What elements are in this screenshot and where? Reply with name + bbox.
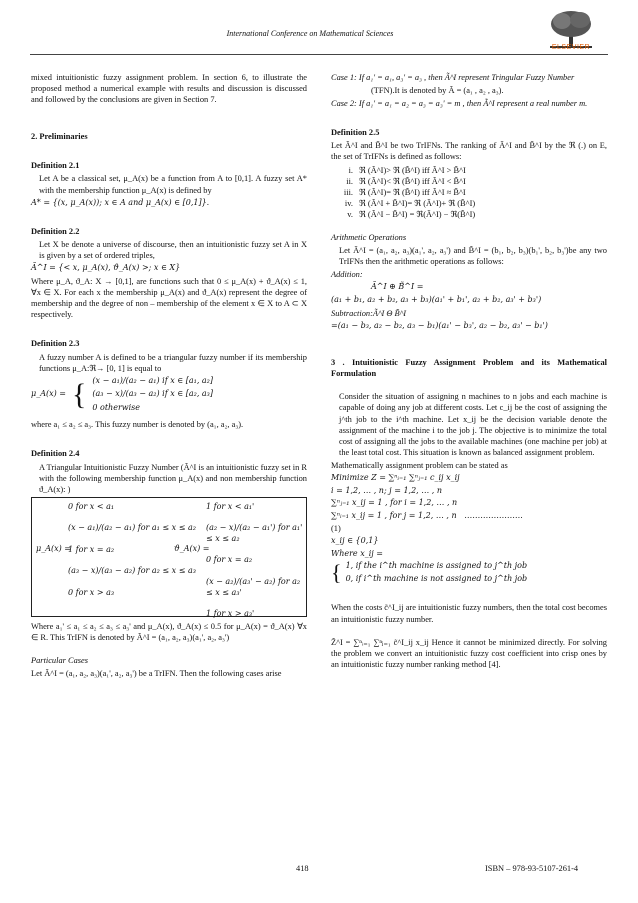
case-1: Case 1: If a₁' = a₁, a₃' = a₃ , then Ã^I represent Tringular Fuzzy Number xyxy=(331,73,575,82)
definition-2-2-where: Where μ_A, ϑ_A: X → [0,1], are functions such that 0 ≤ μ_A(x) + ϑ_A(x) ≤ 1, ∀x ∈ X. For each x the membership μ_A(x) and ϑ_A(x) represent the degree of membership and the degree of non – membership of the element x ∈ X to A ⊂ X respectively. xyxy=(31,277,307,320)
equation-leader-dots: …………………. xyxy=(464,510,523,520)
definition-2-1-title: Definition 2.1 xyxy=(31,161,80,171)
intro-paragraph: mixed intuitionistic fuzzy assignment problem. In section 6, to illustrate the proposed method a numerical example with results and discussion is discussed and followed by the conclusions are given in Section 7. xyxy=(31,73,307,105)
list-item: iii. ℜ (Ã^I)= ℜ (B̃^I) iff Ã^I ≈ B̃^I xyxy=(343,187,466,197)
list-item: i. ℜ (Ã^I)> ℜ (B̃^I) iff Ã^I > B̃^I xyxy=(348,165,466,175)
subtraction-title: Subtraction:Ã^I Θ B̃^I xyxy=(331,308,406,318)
definition-2-1-formula: A* = {(x, μ_A(x)); x ∈ A and μ_A(x) ∈ [0,1]}. xyxy=(31,197,210,207)
index-ranges: i = 1,2, … , n; j = 1,2, … , n xyxy=(331,485,443,495)
list-item: ii. ℜ (Ã^I)< ℜ (B̃^I) iff Ã^I < B̃^I xyxy=(346,176,466,186)
definition-2-3-where: where a₁ ≤ a₂ ≤ a₃. This fuzzy number is denoted by (a₁, a₂, a₃). xyxy=(31,420,244,430)
page-number: 418 xyxy=(296,864,309,873)
definition-2-1-text: Let A be a classical set, μ_A(x) be a function from A to [0,1]. A fuzzy set A* with the membership function μ_A(x) is defined by xyxy=(39,174,307,195)
particular-cases-title: Particular Cases xyxy=(31,655,88,665)
final-paragraph: Z̃^I = ∑ⁿᵢ₌₁ ∑ⁿⱼ₌₁ c̃^I_ij x_ij Hence it cannot be minimized directly. For solving the problem we convert an intuitionistic fuzzy cost coefficient into crisp ones by an intuitionistic fuzzy number ranking method [4]. xyxy=(331,637,607,669)
constraint-rows: ∑ⁿⱼ₌₁ x_ij = 1 , for i = 1,2, … , n xyxy=(331,498,458,508)
nu-rows: 1 for x < a₁' (a₂ − x)/(a₂ − a₁') for a₁' ≤ x ≤ a₂ 0 for x = a₂ (x − a₂)/(a₃' − a₂) for a₂ ≤ x ≤ a₃' 1 for x > a₃' xyxy=(206,501,303,619)
arithmetic-operations-title: Arithmetic Operations xyxy=(331,233,407,243)
definition-2-4-title: Definition 2.4 xyxy=(31,449,80,459)
subtraction-formula: =(a₁ − b₃, a₂ − b₂, a₃ − b₁)(a₁' − b₃', a₂ − b₂, a₃' − b₁') xyxy=(331,320,548,330)
list-item: v. ℜ (Ã^I − B̃^I) = ℜ(Ã^I) − ℜ(B̃^I) xyxy=(347,209,476,219)
publisher-logo-text: ELSEVIER xyxy=(551,44,591,51)
definition-2-4-where: Where a₁' ≤ a₁ ≤ a₂ ≤ a₃ ≤ a₃' and μ_A(x), ϑ_A(x) ≤ 0.5 for μ_A(x) = ϑ_A(x) ∀x ∈ R. This TrIFN is denoted by Ã^I = (a₁, a₂, a₃)(a₁', a₂, a₃') xyxy=(31,621,307,642)
addition-formula-lhs: Ã^I ⊕ B̃^I = xyxy=(371,282,424,292)
decision-variable-cases: { 1, if the i^th machine is assigned to j^th job 0, if i^th machine is not assigned to j^th job xyxy=(331,560,528,586)
membership-functions-box: μ_A(x) = 0 for x < a₁ (x − a₁)/(a₂ − a₁) for a₁ ≤ x ≤ a₂ 1 for x = a₂ (a₃ − x)/(a₃ − a₂) for a₂ ≤ x ≤ a₃ 0 for x > a₃ ϑ_A(x) = 1 for x < a₁' (a₂ − x)/(a₂ − a₁') for a₁' ≤ x ≤ a₂ 0 for x = a₂ (x − a₂)/(a₃' − a₂) for a₂ ≤ x ≤ a₃' 1 for x > a₃' xyxy=(31,497,307,617)
definition-2-3-text: A fuzzy number A is defined to be a triangular fuzzy number if its membership functions μ_A:ℜ→ [0, 1] is equal to xyxy=(39,352,307,373)
decision-variable-where: Where x_ij = xyxy=(331,548,384,558)
header-rule xyxy=(30,54,608,55)
definition-2-2-text: Let X be denote a universe of discourse, then an intuitionistic fuzzy set A in X is given by a set of ordered triples, xyxy=(39,240,307,261)
equation-number: (1) xyxy=(331,524,341,534)
binary-constraint: x_ij ∈ {0,1} xyxy=(331,536,379,546)
definition-2-4-text: A Triangular Intuitionistic Fuzzy Number (Ã^I is an intuitionistic fuzzy set in R with the following membership function μ_A(x) and non membership function ϑ_A(x): ) xyxy=(39,462,307,494)
right-column xyxy=(331,72,607,672)
addition-formula: (a₁ + b₁, a₂ + b₂, a₃ + b₃)(a₁' + b₁', a₂ + b₂, a₃' + b₃') xyxy=(331,294,542,304)
left-brace-icon: { xyxy=(71,377,87,411)
section-3-heading: 3 . Intuitionistic Fuzzy Assignment Problem and its Mathematical Formulation xyxy=(331,358,607,379)
section-3-paragraph-1: Consider the situation of assigning n machines to n jobs and each machine is capable of doing any job at different costs. Let c_ij be the cost of assigning the j^th job to the i^th machine. Let x_ij be the decision variable denote the assignment of the machine i to the job j. The objective is to minimize the total cost of assigning all the jobs to the available machines (one machine per job) at the least total cost. This situation is known as balanced assignment problem. xyxy=(339,392,607,457)
definition-2-2-title: Definition 2.2 xyxy=(31,227,80,237)
arithmetic-operations-text: Let Ã^I = (a₁, a₂, a₃)(a₁', a₂, a₃') and B̃^I = (b₁, b₂, b₃)(b₁', b₂, b₃')be any two TrIFNs then the arithmetic operations as follows: xyxy=(339,246,607,267)
left-brace-icon: { xyxy=(331,560,342,586)
addition-title: Addition: xyxy=(331,270,363,280)
definition-2-5-title: Definition 2.5 xyxy=(331,128,380,138)
running-header: International Conference on Mathematical Sciences xyxy=(226,29,394,38)
case-1-continued: (TFN).It is denoted by Ã = (a₁ , a₂ , a₃). xyxy=(371,86,504,96)
isbn: ISBN – 978-93-5107-261-4 xyxy=(485,864,579,873)
objective-function: Minimize Z = ∑ⁿᵢ₌₁ ∑ⁿⱼ₌₁ c_ij x_ij xyxy=(331,472,460,482)
section-2-heading: 2. Preliminaries xyxy=(31,132,88,142)
definition-2-5-text: Let Ã^I and B̃^I be two TrIFNs. The ranking of Ã^I and B̃^I by the ℜ (.) on E, the set of TrIFNs is defined as follows: xyxy=(331,141,607,162)
left-column xyxy=(31,72,307,681)
constraint-columns: ∑ⁿᵢ₌₁ x_ij = 1 , for j = 1,2, … , n …………………. xyxy=(331,510,523,520)
costs-paragraph: When the costs c̃^I_ij are intuitionistic fuzzy numbers, then the total cost becomes an intuitionistic fuzzy number. xyxy=(331,603,607,624)
mu-rows: 0 for x < a₁ (x − a₁)/(a₂ − a₁) for a₁ ≤ x ≤ a₂ 1 for x = a₂ (a₃ − x)/(a₃ − a₂) for a₂ ≤ x ≤ a₃ 0 for x > a₃ xyxy=(68,501,196,597)
section-3-paragraph-2: Mathematically assignment problem can be stated as xyxy=(331,460,508,470)
particular-cases-text: Let Ã^I = (a₁, a₂, a₃)(a₁', a₂, a₃') be a TrIFN. Then the following cases arise xyxy=(31,669,282,679)
definition-2-3-title: Definition 2.3 xyxy=(31,339,80,349)
definition-2-2-formula: Ã^I = {< x, μ_A(x), ϑ_A(x) >; x ∈ X} xyxy=(31,263,181,273)
triangular-membership-function: μ_A(x) = { (x − a₁)/(a₂ − a₁) if x ∈ [a₁, a₂] (a₃ − x)/(a₃ − a₂) if x ∈ [a₂, a₃] 0 otherwise xyxy=(31,375,213,412)
case-2: Case 2: If a₁' = a₁ = a₂ = a₃ = a₃' = m , then Ã^I represent a real number m. xyxy=(331,99,588,109)
ranking-list xyxy=(331,165,607,220)
list-item: iv. ℜ (Ã^I + B̃^I)= ℜ (Ã^I)+ ℜ (B̃^I) xyxy=(344,198,476,208)
